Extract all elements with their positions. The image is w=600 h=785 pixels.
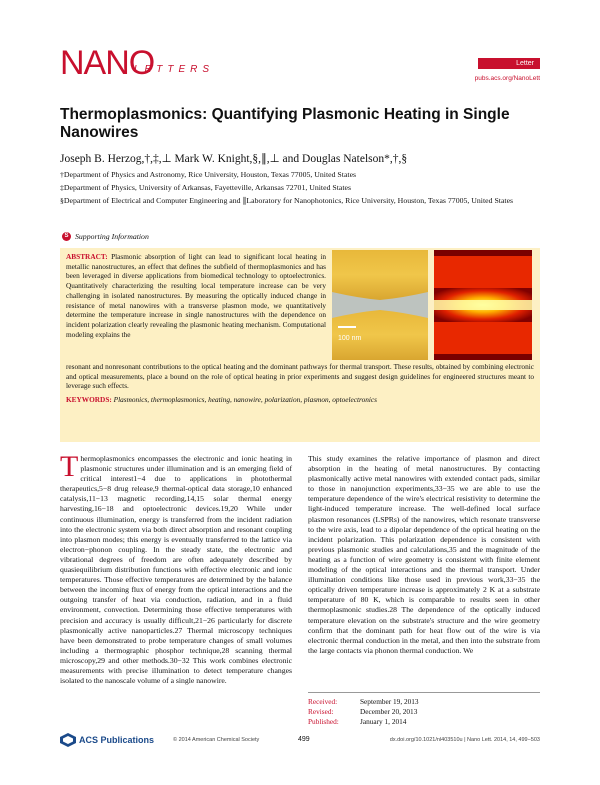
abstract-text-bottom: resonant and nonresonant contributions to the optical heating and the dominant pathways for thermal transport. These results, obtained by combining electronic and optical measurements, place a bound on the role of optical heating in prior experiments and suggest design guidelines for engineered structures meant to leverage such effects.: [66, 362, 534, 391]
received-label: Received:: [308, 697, 338, 706]
abstract-body-top: Plasmonic absorption of light can lead to significant local heating in metallic nanostructures, an effect that defines the subfield of thermoplasmonics and has been leveraged in diverse applications from biomedical technology to optoelectronics. Quantitatively characterizing the resulting local temperature increase can be very challenging in isolated nanostructures. By measuring the optically induced change in resistance of metal nanowires with a transverse plasmon mode, we quantitatively determine the temperature increase in single nanostructures with the dependence on incident polarization clearly revealing the plasmonic heating mechanism. Computational modeling explains the: [66, 252, 326, 339]
scale-bar-label: 100 nm: [338, 335, 362, 342]
paper-title: Thermoplasmonics: Quantifying Plasmonic Heating in Single Nanowires: [60, 106, 510, 141]
body-column-right: [308, 454, 540, 656]
acs-hexagon-icon: [60, 733, 76, 747]
affiliation: †Department of Physics and Astronomy, Rice University, Houston, Texas 77005, United States: [60, 170, 357, 179]
published-label: Published:: [308, 717, 339, 726]
body-column-left: [60, 450, 292, 686]
affiliation: ‡Department of Physics, University of Arkansas, Fayetteville, Arkansas 72701, United States: [60, 183, 352, 192]
copyright: © 2014 American Chemical Society: [173, 737, 260, 743]
author-list: Joseph B. Herzog,†,‡,⊥ Mark W. Knight,§,∥,⊥ and Douglas Natelson*,†,§: [60, 153, 408, 165]
keywords: [66, 395, 534, 405]
journal-logo-subtitle: LETTERS: [134, 64, 215, 75]
affiliations: [60, 170, 540, 209]
supporting-info-link[interactable]: [62, 232, 149, 241]
body-text-left: hermoplasmonics encompasses the electronic and ionic heating in plasmonic structures under illumination and is an emerging field of critical interest1−4 due to applications in photothermal therapeutics,5−8 drug release,9 thermal-optical data storage,10 enhanced catalysis,11−13 magnetic recording,14,15 solar thermal energy harvesting,16−18 and optoelectronic devices.19,20 While under continuous illumination, energy is transferred from the incident radiation into the electronic system via both direct absorption and resonant coupling into plasmon modes; this energy is eventually transferred to the lattice via electron−phonon coupling. In the steady state, the electronic and vibrational degrees of freedom are often adequately described by quasiequilibrium distribution functions with effective electronic and ionic temperatures. Those effective temperatures are determined by the balance between the incoming flux of energy from the optical interactions and the outgoing transfer of heat via conduction, radiation, and in a fluid environment, convection. Determining those effective temperatures with precision and accuracy is usually difficult,21−26 particularly for discrete plasmonically active nanoparticles.27 Thermal microscopy techniques have been demonstrated to probe temperature changes of small volumes including a thermographic phosphor technique,28 scanning thermal microscopy,29 and other methods.30−32 This work combines electronic measurements with precise illumination to detect temperature changes isolated to the nanoscale volume of a single nanowire.: [60, 454, 292, 686]
affiliation: §Department of Electrical and Computer Engineering and ∥Laboratory for Nanophotonics, Rice University, Houston, Texas 77005, United States: [60, 196, 514, 205]
publisher-name: ACS Publications: [79, 735, 155, 745]
toc-graphic: [332, 250, 532, 360]
article-type-badge: Letter: [478, 58, 540, 69]
heat-map-image: [434, 250, 532, 360]
journal-header: [60, 44, 540, 84]
drop-cap: T: [60, 450, 79, 483]
body-text-right: This study examines the relative importance of plasmon and direct absorption in the heating of metal nanostructures. By contacting plasmonically active metal nanowires with extended contact pads, similar to those in nanojunction experiments,33−35 we are able to use the temperature dependence of the wire's electrical resistivity to determine the light-induced temperature increase. The well-defined local surface plasmon resonances (LSPRs) of the nanowires, which resonate transverse to the wire axis, lead to a dipolar dependence of the optical heating on the incident polarization. This polarization dependence is consistent with previous plasmonic studies and calculations,35 and the magnitude of the heating as a function of wire geometry is consistent with finite element modeling of the optical interactions and the thermal transport. Under illumination conditions like those used in previous work,33−35 the optically driven temperature increase is approximately 2 K at a substrate temperature of 80 K, which is comparable to results seen in other thermoplasmonic studies.28 The dependence of the optically induced temperature elevation on the substrate's structure and the wire geometry confirm that the dominant path for heat flow out of the wire is via electronic thermal conduction in the metal, and then into the substrate from the large contacts via phonon thermal conduction. We: [308, 454, 540, 655]
journal-url[interactable]: pubs.acs.org/NanoLett: [474, 75, 540, 82]
published-date: January 1, 2014: [360, 717, 407, 726]
acs-publications-logo[interactable]: [60, 733, 154, 747]
revised-label: Revised:: [308, 707, 334, 716]
keywords-label: KEYWORDS:: [66, 395, 112, 404]
keywords-list: Plasmonics, thermoplasmonics, heating, nanowire, polarization, plasmon, optoelectronics: [113, 395, 377, 404]
doi-link[interactable]: dx.doi.org/10.1021/nl403510u | Nano Lett. 2014, 14, 499−503: [389, 737, 540, 743]
supporting-info-label: Supporting Information: [75, 232, 149, 241]
publication-dates: [308, 692, 540, 727]
received-date: September 19, 2013: [360, 697, 419, 706]
abstract-text-top: [66, 252, 326, 339]
abstract-box: [60, 248, 540, 442]
revised-date: December 20, 2013: [360, 707, 418, 716]
supporting-info-icon: S: [62, 232, 71, 241]
journal-logo: NANO: [60, 44, 155, 82]
page-number: 499: [298, 736, 310, 743]
page-footer: [60, 733, 540, 753]
sem-image: [332, 250, 428, 360]
abstract-label: ABSTRACT:: [66, 252, 108, 261]
